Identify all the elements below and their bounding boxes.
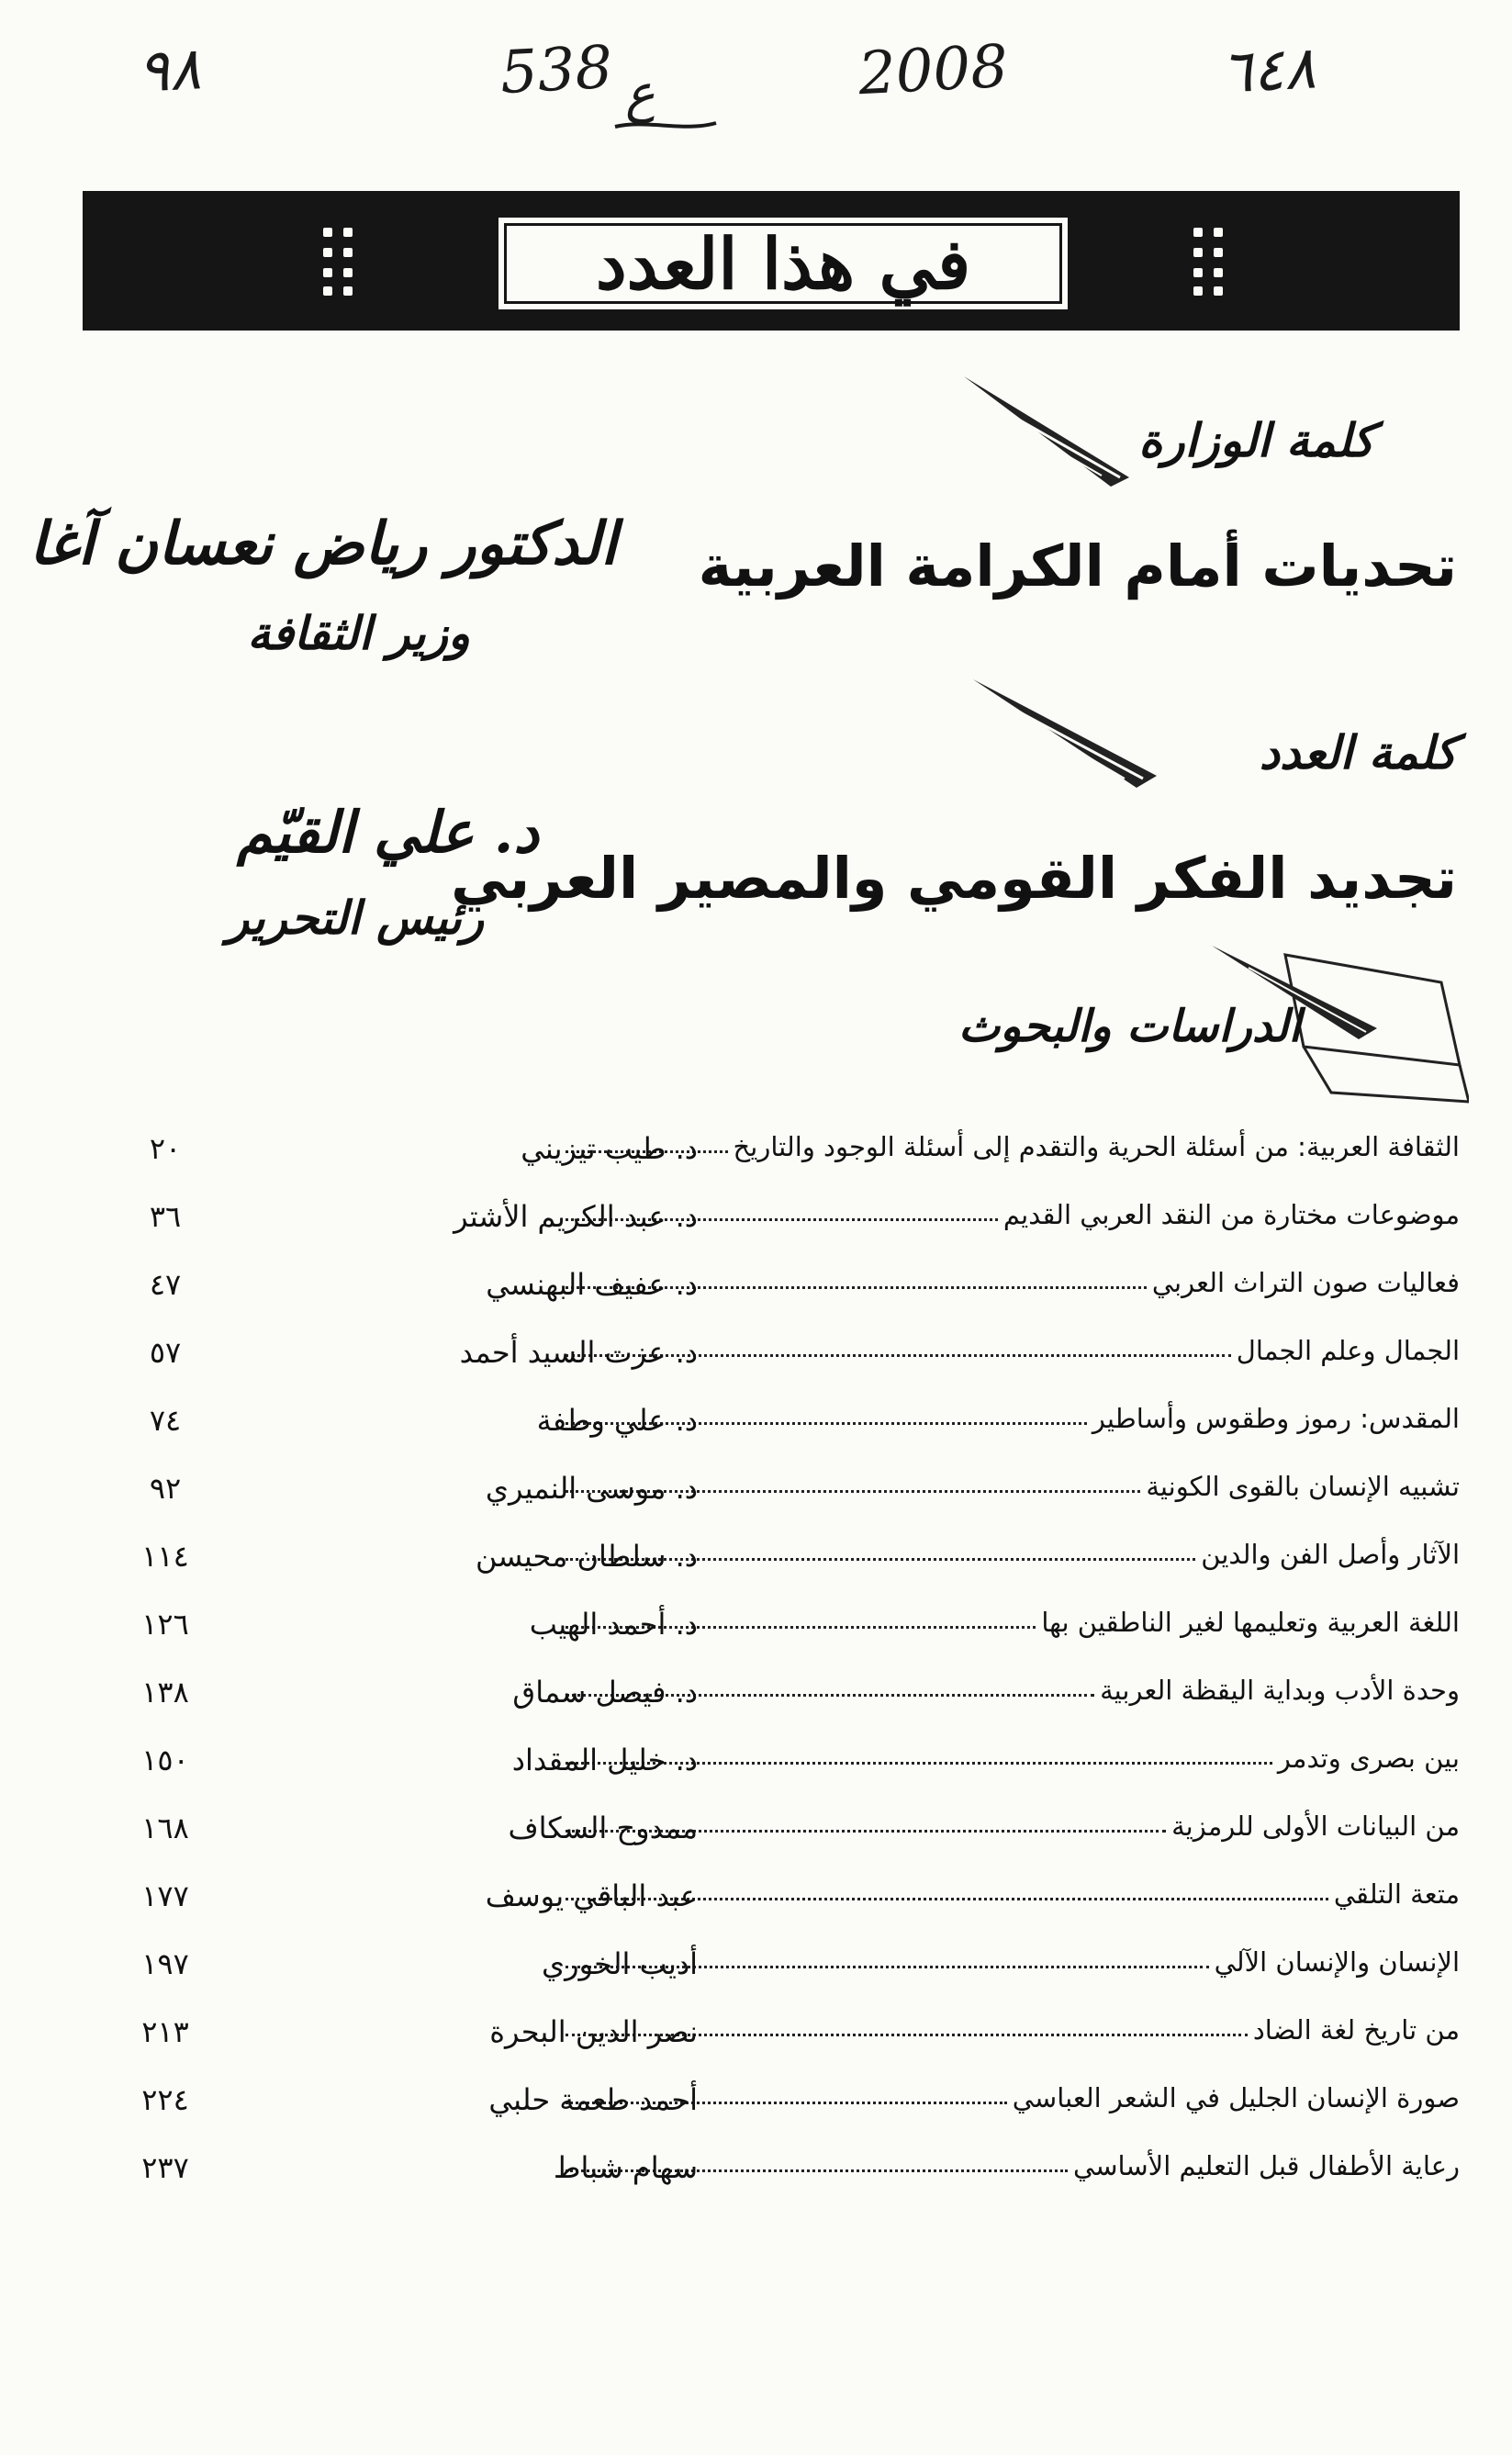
toc-page-number: ١٢٦ xyxy=(141,1607,189,1642)
issue-author-role: رئيس التحرير xyxy=(227,891,484,945)
toc-page-number: ١٧٧ xyxy=(141,1878,189,1913)
toc-author: د. عفيف البهنسي xyxy=(486,1267,698,1302)
toc-row xyxy=(101,1267,1460,1335)
toc-article-title: المقدس: رموز وطقوس وأساطير xyxy=(1092,1403,1460,1434)
ministry-author-name: الدكتور رياض نعسان آغا xyxy=(28,510,617,578)
toc-row xyxy=(101,2082,1460,2150)
toc-article-title: رعاية الأطفال قبل التعليم الأساسي xyxy=(1073,2150,1460,2181)
toc-article-title: فعاليات صون التراث العربي xyxy=(1151,1267,1460,1298)
toc-author: د. فيصل سماق xyxy=(512,1675,698,1710)
toc-page-number: ١٥٠ xyxy=(141,1743,189,1777)
toc-author: د. خليل المقداد xyxy=(511,1743,698,1777)
toc-article-title: بين بصرى وتدمر xyxy=(1277,1743,1460,1774)
handwritten-issue-letter: ع xyxy=(622,63,657,125)
quill-icon xyxy=(964,670,1166,799)
handwritten-page-number: ٩٨ xyxy=(136,35,203,106)
toc-page-number: ٧٤ xyxy=(149,1403,182,1438)
toc-page-number: ٢٢٤ xyxy=(141,2082,189,2117)
toc-article-title: صورة الإنسان الجليل في الشعر العباسي xyxy=(1012,2082,1460,2113)
toc-author: د. علي وطفة xyxy=(536,1403,698,1438)
toc-row xyxy=(101,1946,1460,2014)
banner-ornament-left xyxy=(323,228,354,296)
toc-row xyxy=(101,1131,1460,1199)
toc-row xyxy=(101,1199,1460,1267)
toc-page-number: ٩٢ xyxy=(149,1471,182,1506)
toc-article-title: الآثار وأصل الفن والدين xyxy=(1201,1539,1460,1570)
toc-article-title: الثقافة العربية: من أسئلة الحرية والتقدم إلى أسئلة الوجود والتاريخ xyxy=(733,1131,1460,1162)
toc-author: د. طيب تيزيني xyxy=(521,1131,698,1166)
toc-page-number: ١٦٨ xyxy=(141,1810,189,1845)
toc-article-title: تشبيه الإنسان بالقوى الكونية xyxy=(1146,1471,1460,1502)
toc-row xyxy=(101,1403,1460,1471)
toc-author: ممدوح السكاف xyxy=(508,1810,698,1845)
toc-page-number: ١٣٨ xyxy=(141,1675,189,1710)
toc-author: د. عزت السيد أحمد xyxy=(459,1335,698,1370)
toc-page-number: ٣٦ xyxy=(149,1199,182,1234)
issue-author-name: د. علي القيّم xyxy=(236,799,539,866)
ministry-article-title: تحديات أمام الكرامة العربية xyxy=(698,532,1457,600)
toc-author: د. عبد الكريم الأشتر xyxy=(454,1199,698,1234)
toc-row xyxy=(101,1539,1460,1607)
section-heading-studies: الدراسات والبحوث xyxy=(958,1001,1301,1052)
toc-row xyxy=(101,1471,1460,1539)
handwritten-issue-number: 538 xyxy=(498,33,615,108)
handwritten-underline xyxy=(610,110,721,138)
toc-row xyxy=(101,2150,1460,2218)
toc-page-number: ١٩٧ xyxy=(141,1946,189,1981)
quill-icon xyxy=(955,367,1138,496)
toc-author: نصر الدين البحرة xyxy=(489,2014,698,2049)
toc-author: د. موسى النميري xyxy=(485,1471,698,1506)
handwritten-reference-number: ٦٤٨ xyxy=(1219,34,1317,107)
section-heading-ministry: كلمة الوزارة xyxy=(1138,413,1374,467)
banner-title-box xyxy=(496,215,1070,312)
toc-page-number: ٥٧ xyxy=(149,1335,182,1370)
toc-row xyxy=(101,2014,1460,2082)
toc-author: عبد الباقي يوسف xyxy=(485,1878,698,1913)
toc-article-title: اللغة العربية وتعليمها لغير الناطقين بها xyxy=(1041,1607,1460,1638)
toc-row xyxy=(101,1335,1460,1403)
toc-row xyxy=(101,1878,1460,1946)
toc-author: أحمد طعمة حلبي xyxy=(488,2082,698,2117)
toc-page-number: ٢١٣ xyxy=(141,2014,189,2049)
toc-author: أديب الخوري xyxy=(542,1946,698,1981)
toc-row xyxy=(101,1675,1460,1743)
toc-author: د. أحمد الهيب xyxy=(529,1607,698,1642)
toc-page-number: ٢٣٧ xyxy=(141,2150,189,2185)
toc-row xyxy=(101,1743,1460,1810)
toc-author: د. سلطان محيسن xyxy=(475,1539,698,1574)
table-of-contents xyxy=(101,1131,1460,2218)
toc-article-title: الإنسان والإنسان الآلي xyxy=(1214,1946,1460,1978)
toc-row xyxy=(101,1810,1460,1878)
toc-page-number: ١١٤ xyxy=(141,1539,189,1574)
toc-article-title: من تاريخ لغة الضاد xyxy=(1252,2014,1460,2046)
toc-author: سهام شباط xyxy=(553,2150,698,2185)
toc-page-number: ٤٧ xyxy=(149,1267,182,1302)
toc-article-title: الجمال وعلم الجمال xyxy=(1236,1335,1460,1366)
toc-article-title: موضوعات مختارة من النقد العربي القديم xyxy=(1002,1199,1460,1230)
banner-ornament-right xyxy=(1193,228,1225,296)
toc-page-number: ٢٠ xyxy=(149,1131,182,1166)
issue-article-title: تجديد الفكر القومي والمصير العربي xyxy=(451,845,1457,912)
toc-article-title: من البيانات الأولى للرمزية xyxy=(1171,1810,1460,1842)
toc-article-title: وحدة الأدب وبداية اليقظة العربية xyxy=(1100,1675,1460,1706)
banner-title: في هذا العدد xyxy=(595,222,971,305)
section-heading-issue: كلمة العدد xyxy=(1259,725,1457,779)
toc-article-title: متعة التلقي xyxy=(1333,1878,1460,1910)
handwritten-year: 2008 xyxy=(857,32,1010,109)
ministry-author-role: وزير الثقافة xyxy=(247,606,470,660)
contents-banner xyxy=(83,191,1460,331)
toc-row xyxy=(101,1607,1460,1675)
